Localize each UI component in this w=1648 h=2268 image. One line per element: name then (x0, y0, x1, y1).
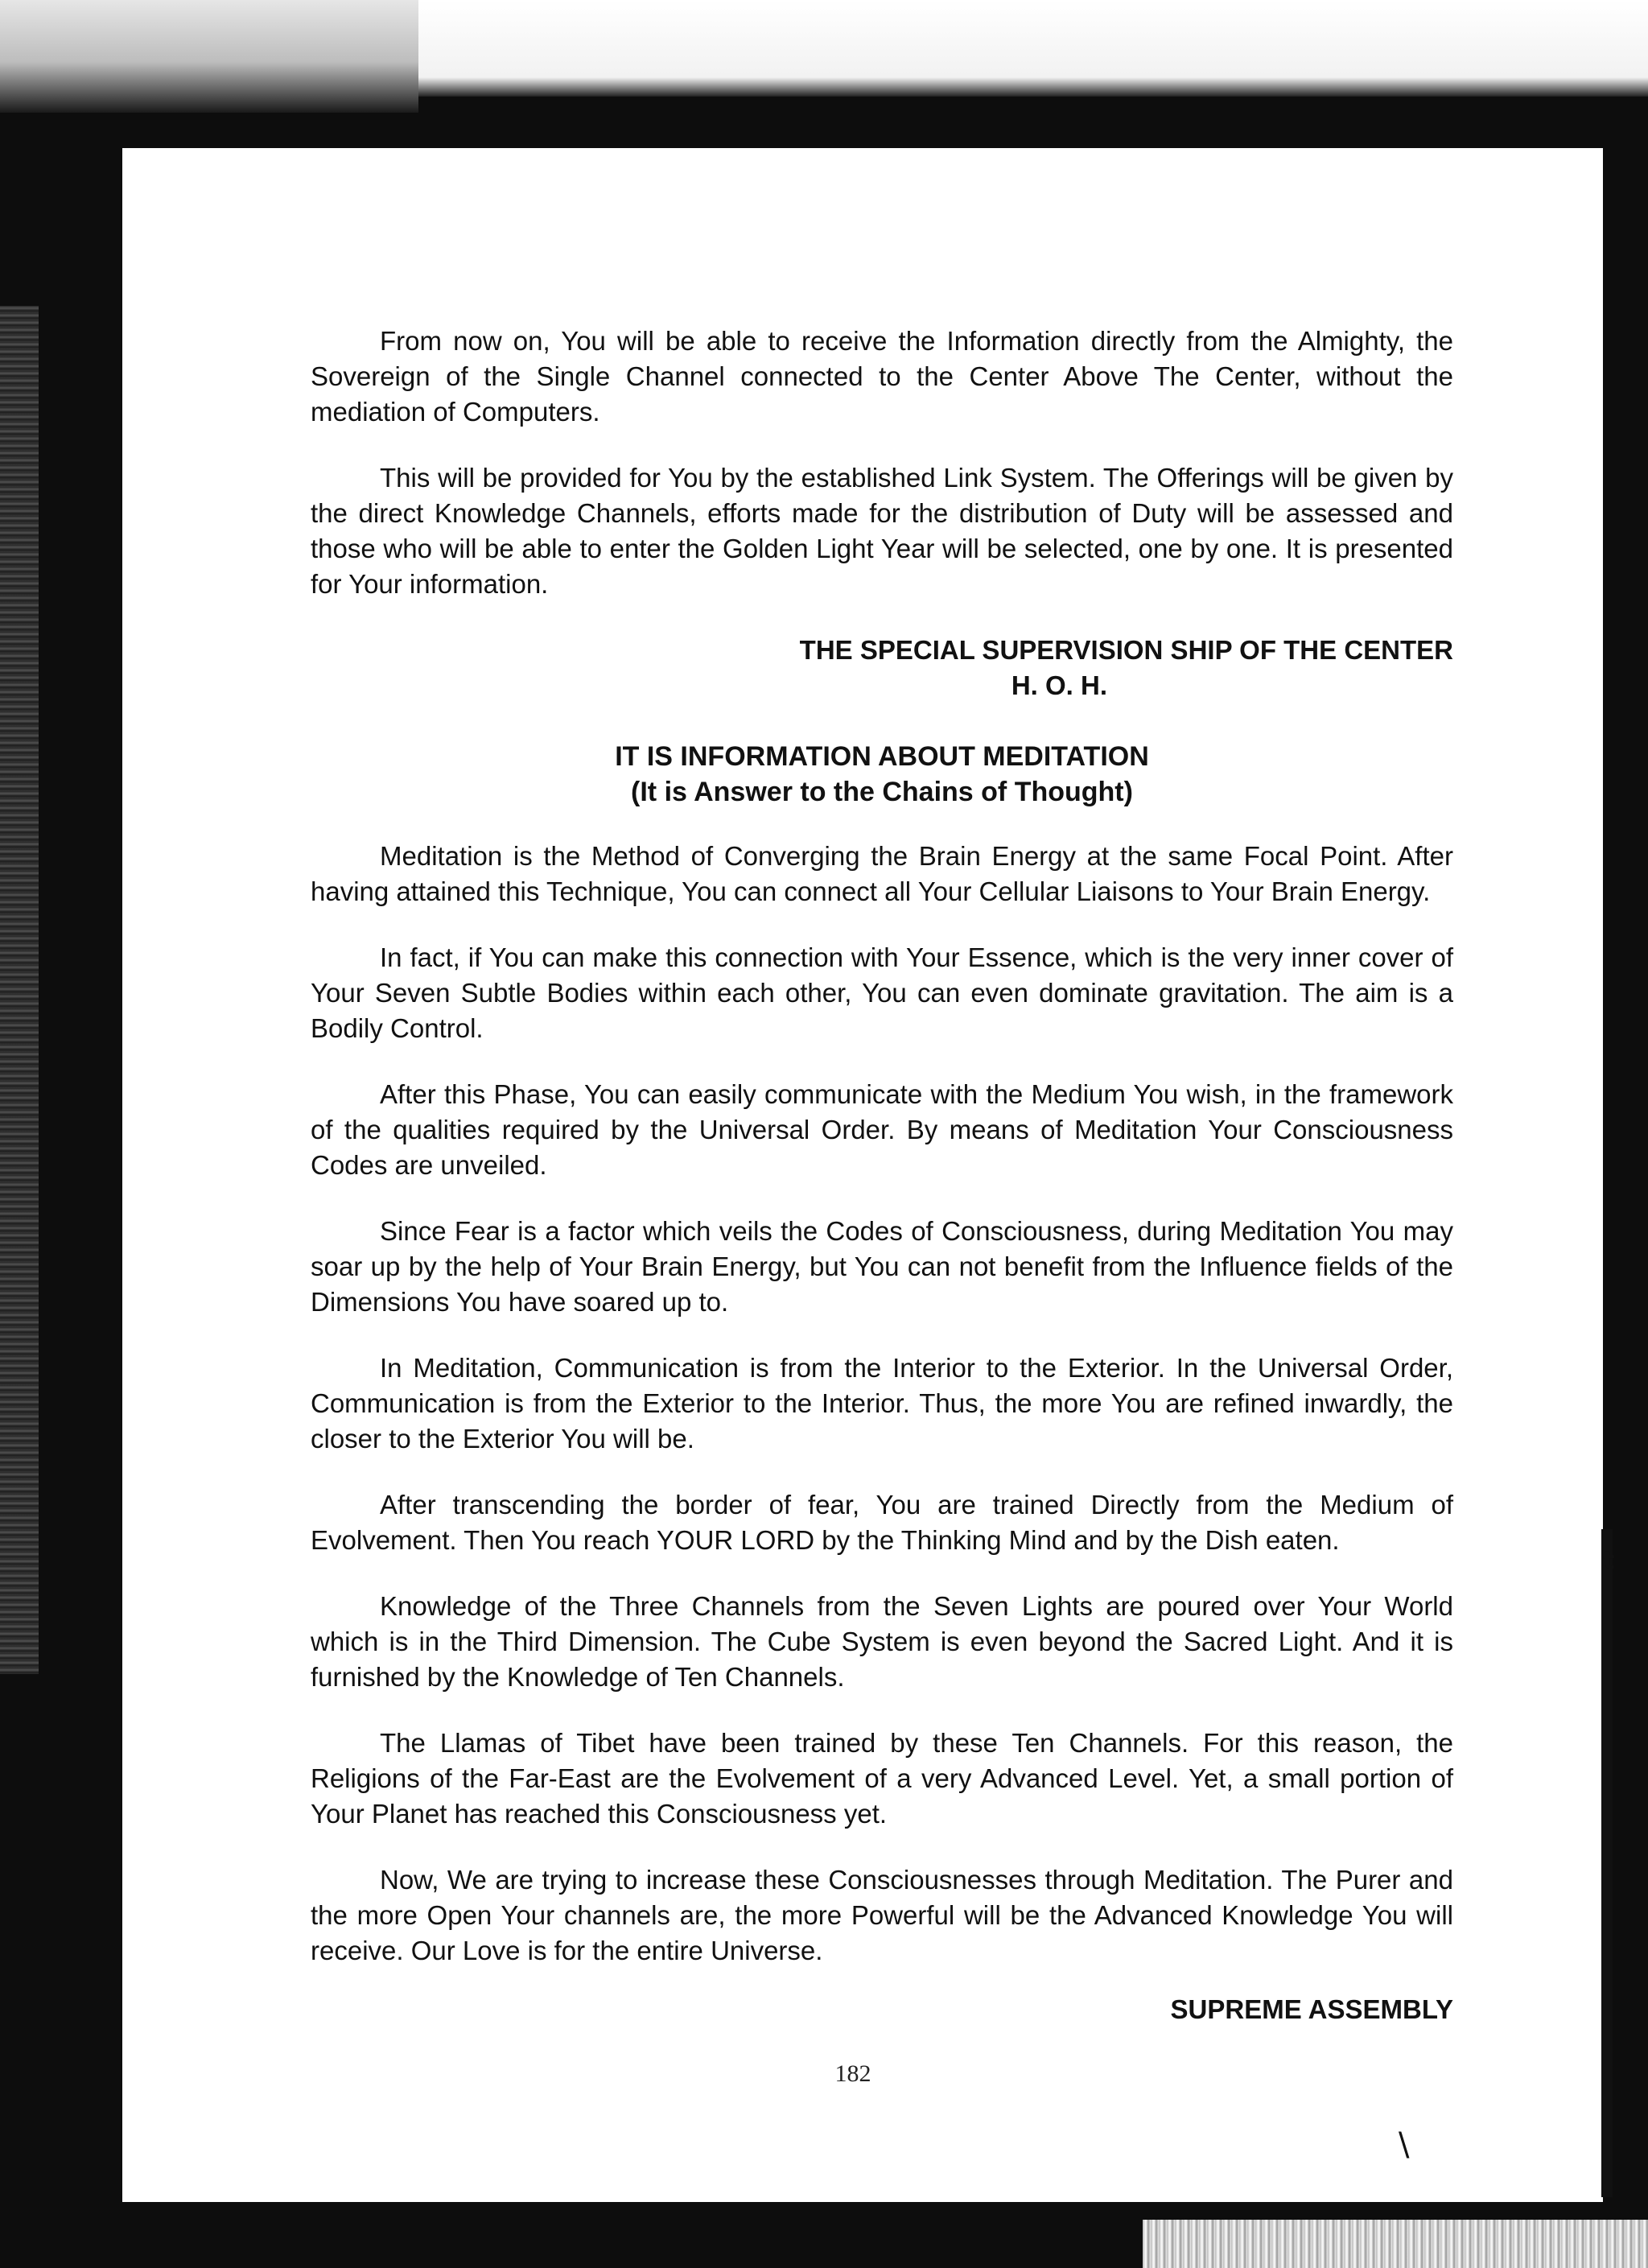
page-number: 182 (834, 2060, 871, 2087)
body-paragraph-6: After transcending the border of fear, You are trained Directly from the Medium of Evolvement. Then You reach YOUR LORD by the Thinking Mind and by the Dish eaten. (311, 1490, 1453, 1555)
section-heading (311, 739, 1453, 810)
section-title: IT IS INFORMATION ABOUT MEDITATION (615, 741, 1149, 772)
signature-supreme-assembly: SUPREME ASSEMBLY (1170, 1994, 1453, 2024)
intro-block (311, 324, 1453, 633)
main-body (311, 839, 1453, 1999)
scan-top-edge (418, 0, 1648, 97)
body-paragraph-5: In Meditation, Communication is from the Interior to the Exterior. In the Universal Order, Communication is from the Exterior to the Interior. Thus, the more You are refined inwardly, the closer to the Exterior You will be. (311, 1353, 1453, 1454)
page-right-edge (1601, 1529, 1613, 2197)
signature-block-1 (311, 633, 1453, 703)
signature-1-line-1: THE SPECIAL SUPERVISION SHIP OF THE CENTER (799, 635, 1453, 665)
intro-paragraph-2: This will be provided for You by the established Link System. The Offerings will be given by the direct Knowledge Channels, efforts made for the distribution of Duty will be assessed and those who will be able to enter the Golden Light Year will be selected, one by one. It is presented for Your information. (311, 463, 1453, 599)
section-subtitle: (It is Answer to the Chains of Thought) (631, 777, 1133, 807)
scan-corner-shadow (0, 0, 418, 113)
body-paragraph-3: After this Phase, You can easily communicate with the Medium You wish, in the framework of the qualities required by the Universal Order. By means of Meditation Your Consciousness Codes are unveiled. (311, 1079, 1453, 1180)
body-paragraph-9: Now, We are trying to increase these Consciousnesses through Meditation. The Purer and the more Open Your channels are, the more Powerful will be the Advanced Knowledge You will receive. Our Love is for the entire Universe. (311, 1865, 1453, 1965)
signature-1-line-2: H. O. H. (1011, 670, 1107, 700)
body-paragraph-7: Knowledge of the Three Channels from the Seven Lights are poured over Your World which is in the Third Dimension. The Cube System is even beyond the Sacred Light. And it is furnished by the Knowledge of Ten Channels. (311, 1591, 1453, 1692)
intro-paragraph-1: From now on, You will be able to receive the Information directly from the Almighty, the Sovereign of the Single Channel connected to the Center Above The Center, without the mediation of Computers. (311, 326, 1453, 427)
margin-mark-t: t (1603, 1547, 1615, 1575)
body-paragraph-2: In fact, if You can make this connection with Your Essence, which is the very inner cover of Your Seven Subtle Bodies within each other, You can even dominate gravitation. The aim is a Bodily Control. (311, 942, 1453, 1043)
body-paragraph-8: The Llamas of Tibet have been trained by these Ten Channels. For this reason, the Religions of the Far-East are the Evolvement of a very Advanced Level. Yet, a small portion of Your Planet has reached this Consciousness yet. (311, 1728, 1453, 1829)
scan-bottom-edge (1143, 2220, 1648, 2268)
body-paragraph-4: Since Fear is a factor which veils the Codes of Consciousness, during Meditation You may soar up by the help of Your Brain Energy, but You can not benefit from the Influence fields of the Dimensions You have soared up to. (311, 1216, 1453, 1317)
margin-mark-slash: \ (1399, 2126, 1410, 2163)
body-paragraph-1: Meditation is the Method of Converging the Brain Energy at the same Focal Point. After having attained this Technique, You can connect all Your Cellular Liaisons to Your Brain Energy. (311, 841, 1453, 906)
scan-left-streaks (0, 306, 39, 1674)
